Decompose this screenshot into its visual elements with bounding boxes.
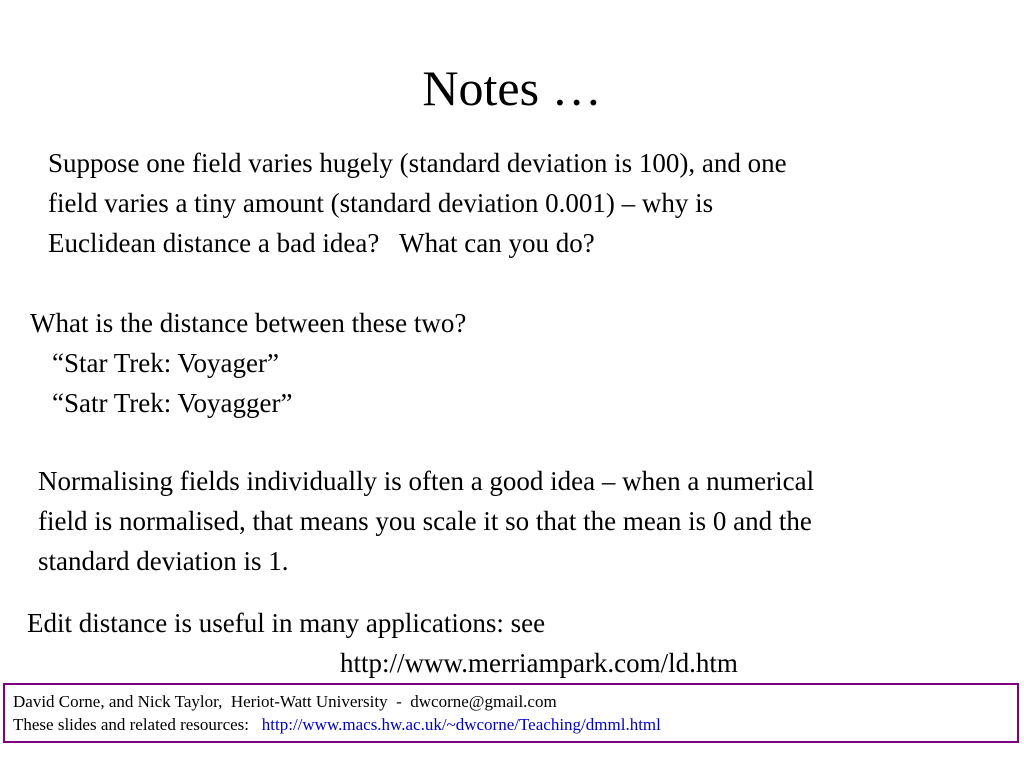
example-string-2: “Satr Trek: Voyagger”	[52, 388, 293, 418]
normalisation-note	[38, 461, 814, 581]
text-line: Euclidean distance a bad idea? What can you do?	[48, 228, 595, 258]
slide-title: Notes …	[422, 60, 602, 116]
question-text: What is the distance between these two?	[30, 308, 467, 338]
footer-resources	[13, 713, 1017, 736]
footer-resources-link[interactable]: http://www.macs.hw.ac.uk/~dwcorne/Teaching/dmml.html	[261, 715, 661, 734]
text-line: Edit distance is useful in many applications: see	[27, 608, 546, 638]
text-line: field is normalised, that means you scale it so that the mean is 0 and the	[38, 506, 812, 536]
text-line: field varies a tiny amount (standard deviation 0.001) – why is	[48, 188, 714, 218]
string-distance-question	[30, 303, 466, 423]
example-string-1: “Star Trek: Voyager”	[52, 348, 279, 378]
edit-distance-url: http://www.merriampark.com/ld.htm	[340, 648, 738, 678]
text-line: Normalising fields individually is often a good idea – when a numerical	[38, 466, 815, 496]
euclidean-distance-note	[48, 143, 787, 263]
footer-credits: David Corne, and Nick Taylor, Heriot-Watt University - dwcorne@gmail.com	[13, 692, 557, 711]
text-line: Suppose one field varies hugely (standard deviation is 100), and one	[48, 148, 787, 178]
footer-box	[3, 683, 1019, 743]
edit-distance-note	[27, 603, 738, 683]
text-line: standard deviation is 1.	[38, 546, 289, 576]
footer-resources-label: These slides and related resources:	[13, 715, 262, 734]
